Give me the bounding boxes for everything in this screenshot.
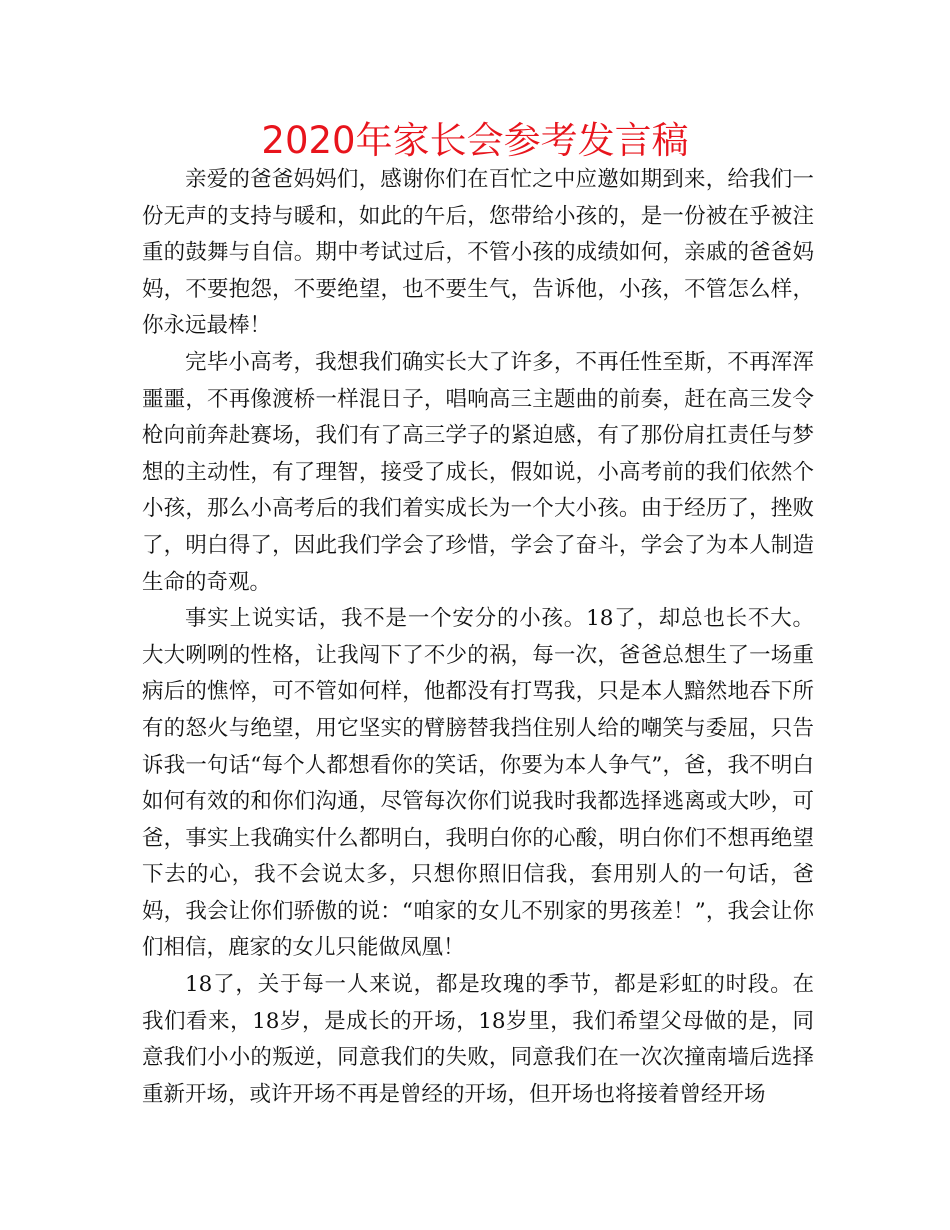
paragraph: 完毕小高考，我想我们确实长大了许多，不再任性至斯，不再浑浑噩噩，不再像渡桥一样混日子，唱响高三主题曲的前奏，赶在高三发令枪向前奔赴赛场，我们有了高三学子的紧迫感，有了那份肩扛责任与梦想的主动性，有了理智，接受了成长，假如说，小高考前的我们依然个小孩，那么小高考后的我们着实成长为一个大小孩。由于经历了，挫败了，明白得了，因此我们学会了珍惜，学会了奋斗，学会了为本人制造生命的奇观。 <box>142 349 814 595</box>
document-title: 2020年家长会参考发言稿 <box>261 119 689 162</box>
paragraph: 事实上说实话，我不是一个安分的小孩。18了，却总也长不大。大大咧咧的性格，让我闯下了不少的祸，每一次，爸爸总想生了一场重病后的憔悴，可不管如何样，他都没有打骂我，只是本人黯然地吞下所有的怒火与绝望，用它坚实的臂膀替我挡住别人给的嘲笑与委屈，只告诉我一句话“每个人都想看你的笑话，你要为本人争气”，爸，我不明白如何有效的和你们沟通，尽管每次你们说我时我都选择逃离或大吵，可爸，事实上我确实什么都明白，我明白你的心酸，明白你们不想再绝望下去的心，我不会说太多，只想你照旧信我，套用别人的一句话，爸妈，我会让你们骄傲的说：“咱家的女儿不别家的男孩差！”，我会让你们相信，鹿家的女儿只能做凤凰！ <box>142 606 814 961</box>
paragraph: 18了，关于每一人来说，都是玫瑰的季节，都是彩虹的时段。在我们看来，18岁，是成长的开场，18岁里，我们希望父母做的是，同意我们小小的叛逆，同意我们的失败，同意我们在一次次撞南墙后选择重新开场，或许开场不再是曾经的开场，但开场也将接着曾经开场 <box>142 972 814 1107</box>
paragraph: 亲爱的爸爸妈妈们，感谢你们在百忙之中应邀如期到来，给我们一份无声的支持与暖和，如此的午后，您带给小孩的，是一份被在乎被注重的鼓舞与自信。期中考试过后，不管小孩的成绩如何，亲戚的爸爸妈妈，不要抱怨，不要绝望，也不要生气，告诉他，小孩，不管怎么样，你永远最棒！ <box>142 167 814 339</box>
document-body <box>142 162 814 1113</box>
